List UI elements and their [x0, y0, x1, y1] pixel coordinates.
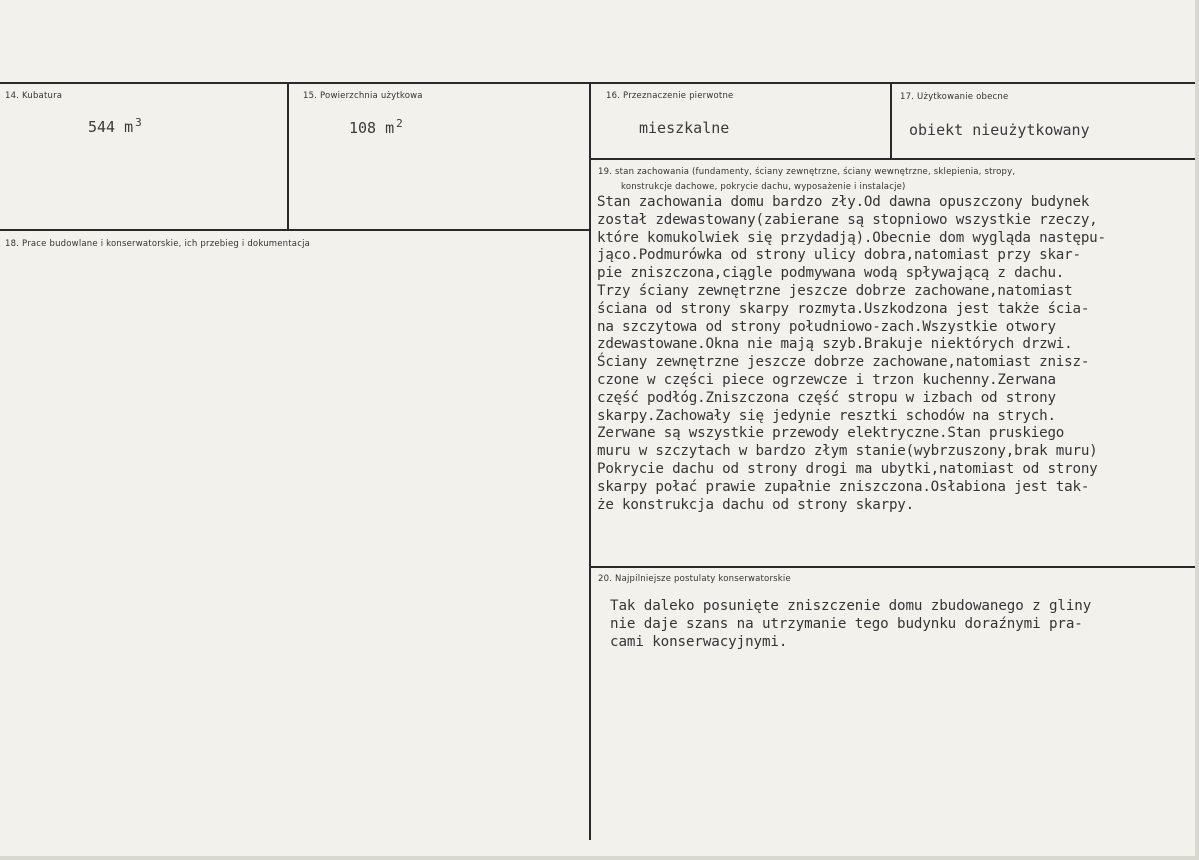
- text-line: czone w części piece ogrzewcze i trzon kuchenny.Zerwana: [597, 371, 1056, 388]
- stan-label-line1: 19. stan zachowania (fundamenty, ściany zewnętrzne, ściany wewnętrzne, sklepienia, stropy,: [598, 167, 1016, 177]
- text-line: zdewastowane.Okna nie mają szyb.Brakuje niektórych drzwi.: [597, 336, 1073, 353]
- card-edge-bottom: [0, 856, 1199, 860]
- rule-above-20: [590, 566, 1199, 568]
- rule-under-14-15: [0, 229, 590, 231]
- powierzchnia-exponent: 2: [396, 117, 403, 130]
- top-rule: [0, 82, 1199, 84]
- text-line: został zdewastowany(zabierane są stopniowo wszystkie rzeczy,: [597, 211, 1098, 228]
- text-line: Stan zachowania domu bardzo zły.Od dawna opuszczony budynek: [597, 194, 1090, 210]
- kubatura-value: [88, 116, 142, 136]
- text-line: skarpy połać prawie zupałnie zniszczona.Osłabiona jest tak-: [597, 478, 1090, 495]
- powierzchnia-label: 15. Powierzchnia użytkowa: [303, 91, 423, 101]
- text-line: na szczytowa od strony południowo-zach.Wszystkie otwory: [597, 318, 1056, 335]
- text-line: Ściany zewnętrzne jeszcze dobrze zachowane,natomiast znisz-: [597, 354, 1090, 371]
- text-line: muru w szczytach w bardzo złym stanie(wybrzuszony,brak muru): [597, 443, 1098, 460]
- card-edge-right: [1195, 0, 1199, 860]
- text-line: część podłóg.Zniszczona część stropu w izbach od strony: [597, 389, 1056, 406]
- text-line: pie zniszczona,ciągle podmywana wodą spływającą z dachu.: [597, 265, 1065, 282]
- powierzchnia-value: [349, 117, 403, 137]
- text-line: że konstrukcja dachu od strony skarpy.: [597, 496, 914, 513]
- text-line: które komukolwiek się przydadją).Obecnie dom wygląda następu-: [597, 229, 1106, 246]
- kubatura-exponent: 3: [135, 116, 142, 129]
- stan-text: [597, 194, 1106, 514]
- przeznaczenie-label: 16. Przeznaczenie pierwotne: [606, 91, 734, 101]
- divider-center: [589, 83, 591, 840]
- postulaty-text: [610, 598, 1091, 651]
- postulaty-label: 20. Najpilniejsze postulaty konserwatorskie: [598, 574, 791, 584]
- kubatura-number: 544 m: [88, 118, 134, 136]
- uzytkowanie-value: obiekt nieużytkowany: [909, 121, 1090, 139]
- text-line: Zerwane są wszystkie przewody elektryczne.Stan pruskiego: [597, 425, 1065, 442]
- kubatura-label: 14. Kubatura: [5, 91, 63, 101]
- divider-16-17: [890, 83, 892, 159]
- text-line: cami konserwacyjnymi.: [610, 633, 788, 650]
- text-line: jąco.Podmurówka od strony ulicy dobra,natomiast przy skar-: [597, 247, 1081, 264]
- uzytkowanie-label: 17. Użytkowanie obecne: [900, 92, 1009, 102]
- text-line: ściana od strony skarpy rozmyta.Uszkodzona jest także ścia-: [597, 300, 1090, 317]
- text-line: Tak daleko posunięte zniszczenie domu zbudowanego z gliny: [610, 598, 1092, 614]
- text-line: Trzy ściany zewnętrzne jeszcze dobrze zachowane,natomiast: [597, 282, 1073, 299]
- powierzchnia-number: 108 m: [349, 119, 395, 137]
- prace-label: 18. Prace budowlane i konserwatorskie, ich przebieg i dokumentacja: [5, 239, 311, 249]
- rule-under-16-17: [590, 158, 1199, 160]
- text-line: nie daje szans na utrzymanie tego budynku doraźnymi pra-: [610, 615, 1083, 632]
- text-line: skarpy.Zachowały się jedynie resztki schodów na strych.: [597, 407, 1056, 424]
- divider-14-15: [287, 83, 289, 230]
- przeznaczenie-value: mieszkalne: [639, 119, 730, 137]
- stan-label-line2: konstrukcje dachowe, pokrycie dachu, wyposażenie i instalacje): [621, 182, 906, 192]
- text-line: Pokrycie dachu od strony drogi ma ubytki,natomiast od strony: [597, 460, 1098, 477]
